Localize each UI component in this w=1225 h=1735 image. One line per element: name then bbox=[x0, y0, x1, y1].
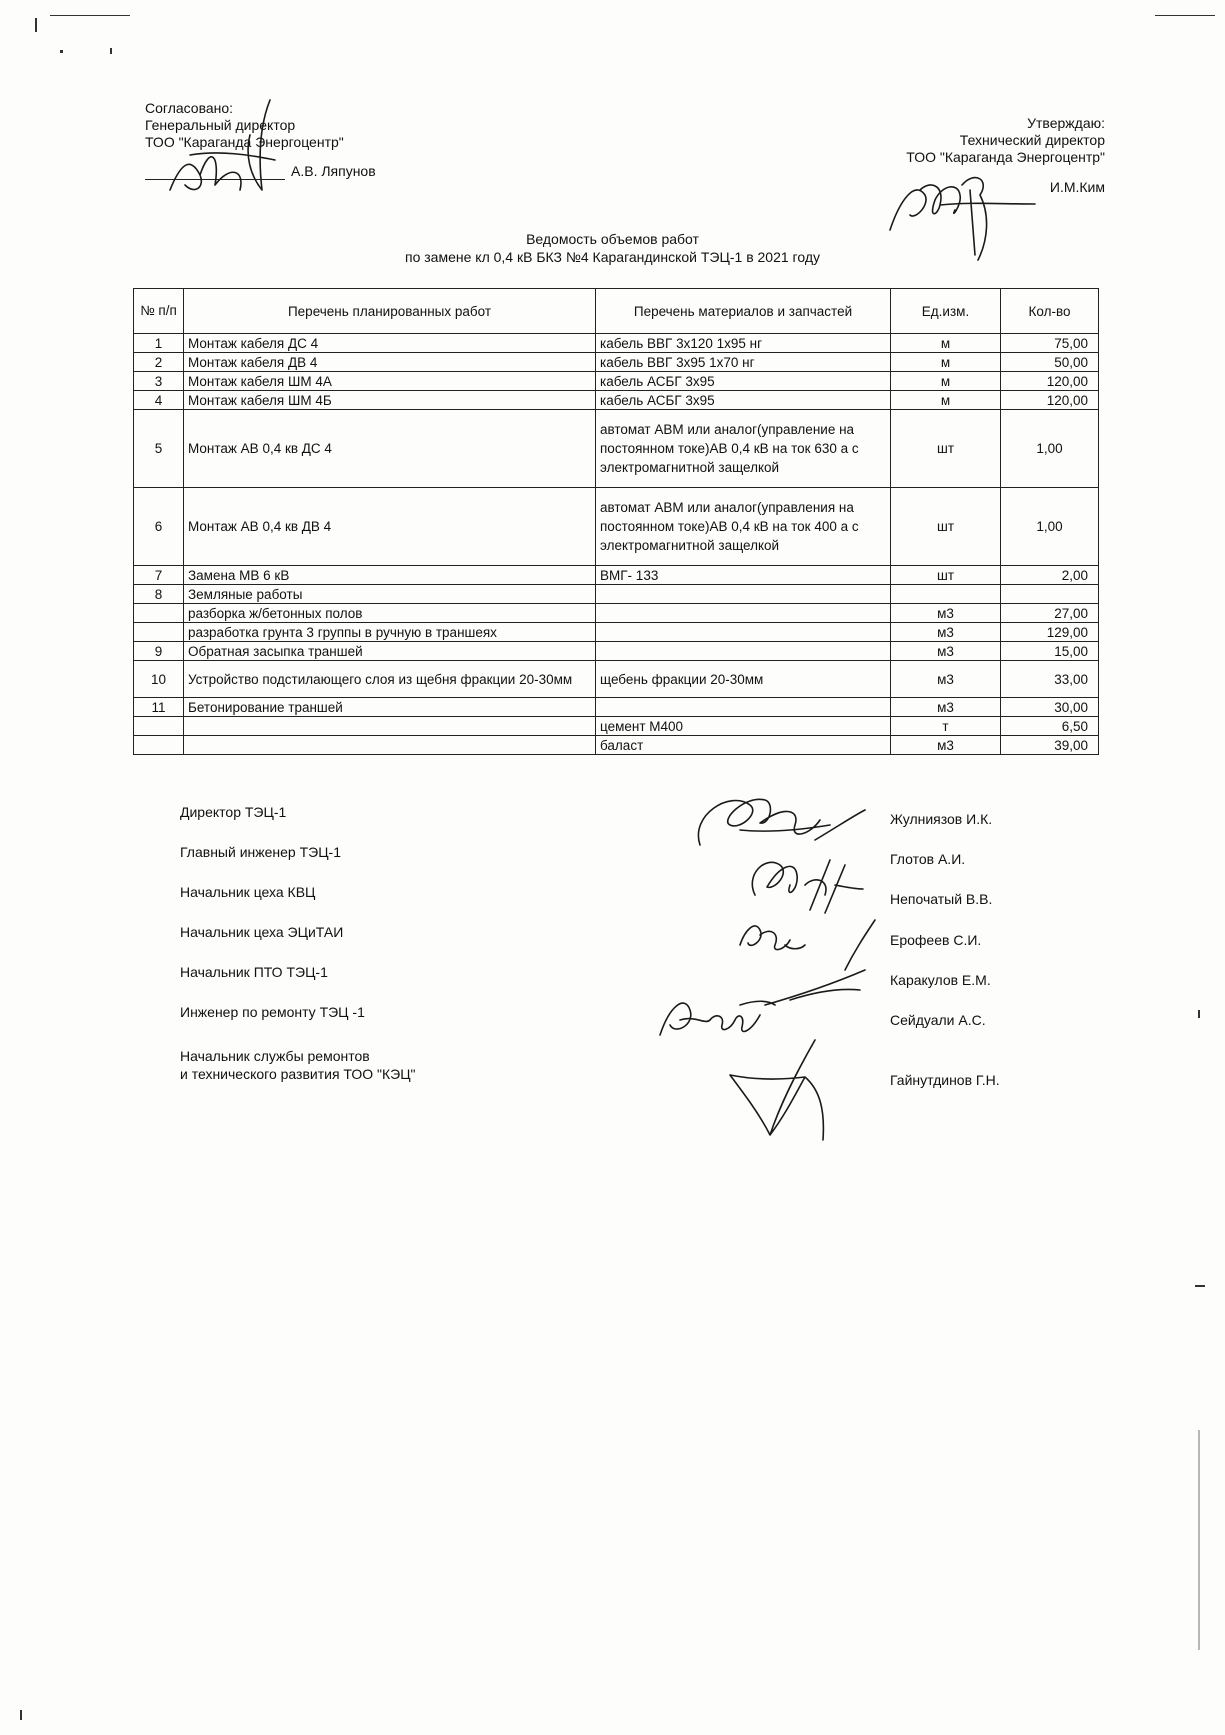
cell-num bbox=[134, 736, 184, 755]
table-row bbox=[134, 391, 1099, 410]
table-row bbox=[134, 698, 1099, 717]
cell-material: кабель АСБГ 3х95 bbox=[596, 391, 891, 410]
cell-num: 10 bbox=[134, 661, 184, 698]
signatory-title: Инженер по ремонту ТЭЦ -1 bbox=[180, 1004, 365, 1020]
table-row bbox=[134, 736, 1099, 755]
title-line-2: по замене кл 0,4 кВ БКЗ №4 Карагандинской ТЭЦ-1 в 2021 году bbox=[405, 249, 820, 265]
scan-speck bbox=[1198, 1430, 1200, 1650]
cell-num bbox=[134, 623, 184, 642]
cell-unit: шт bbox=[891, 566, 1001, 585]
cell-work: разборка ж/бетонных полов bbox=[184, 604, 596, 623]
signatory-name: Глотов А.И. bbox=[890, 851, 966, 867]
signatory-name: Непочатый В.В. bbox=[890, 891, 993, 907]
scan-speck bbox=[35, 18, 37, 32]
cell-qty: 120,00 bbox=[1001, 391, 1099, 410]
cell-unit: шт bbox=[891, 410, 1001, 488]
table-header-row bbox=[134, 289, 1099, 334]
cell-qty: 27,00 bbox=[1001, 604, 1099, 623]
cell-material bbox=[596, 585, 891, 604]
scan-speck bbox=[20, 1710, 22, 1720]
agreement-company: ТОО "Караганда Энергоцентр" bbox=[145, 134, 344, 150]
cell-work: разработка грунта 3 группы в ручную в траншеях bbox=[184, 623, 596, 642]
table-row bbox=[134, 604, 1099, 623]
table-row bbox=[134, 488, 1099, 566]
cell-work bbox=[184, 717, 596, 736]
cell-material bbox=[596, 642, 891, 661]
cell-unit: м3 bbox=[891, 661, 1001, 698]
cell-qty: 2,00 bbox=[1001, 566, 1099, 585]
cell-unit: м bbox=[891, 353, 1001, 372]
cell-num bbox=[134, 717, 184, 736]
document-title bbox=[0, 230, 1225, 266]
title-line-1: Ведомость объемов работ bbox=[526, 231, 699, 247]
cell-work: Устройство подстилающего слоя из щебня фракции 20-30мм bbox=[184, 661, 596, 698]
scan-speck bbox=[60, 50, 63, 53]
cell-qty bbox=[1001, 585, 1099, 604]
cell-unit: м3 bbox=[891, 698, 1001, 717]
table-row bbox=[134, 566, 1099, 585]
cell-unit bbox=[891, 585, 1001, 604]
table-row bbox=[134, 623, 1099, 642]
cell-unit: м bbox=[891, 334, 1001, 353]
signature-general-director bbox=[150, 95, 290, 205]
cell-work: Монтаж АВ 0,4 кв ДВ 4 bbox=[184, 488, 596, 566]
signatory-name: Гайнутдинов Г.Н. bbox=[890, 1072, 1000, 1088]
signature-kvc-head bbox=[730, 905, 810, 960]
cell-num: 4 bbox=[134, 391, 184, 410]
cell-qty: 30,00 bbox=[1001, 698, 1099, 717]
cell-material: баласт bbox=[596, 736, 891, 755]
cell-num: 7 bbox=[134, 566, 184, 585]
signatory-title: Директор ТЭЦ-1 bbox=[180, 804, 287, 820]
cell-qty: 1,00 bbox=[1001, 488, 1099, 566]
cell-qty: 33,00 bbox=[1001, 661, 1099, 698]
table-row bbox=[134, 372, 1099, 391]
signatory-title: Начальник ПТО ТЭЦ-1 bbox=[180, 964, 328, 980]
signatory-title: Начальник цеха ЭЦиТАИ bbox=[180, 924, 344, 940]
col-header-num: № п/п bbox=[134, 289, 184, 334]
scan-speck bbox=[110, 48, 112, 54]
cell-material: кабель ВВГ 3х95 1х70 нг bbox=[596, 353, 891, 372]
cell-work: Бетонирование траншей bbox=[184, 698, 596, 717]
table-row bbox=[134, 642, 1099, 661]
table-row bbox=[134, 717, 1099, 736]
cell-material bbox=[596, 604, 891, 623]
cell-unit: т bbox=[891, 717, 1001, 736]
table-row bbox=[134, 353, 1099, 372]
cell-unit: м3 bbox=[891, 623, 1001, 642]
col-header-qty: Кол-во bbox=[1001, 289, 1099, 334]
signatory-title: Главный инженер ТЭЦ-1 bbox=[180, 844, 342, 860]
cell-num: 9 bbox=[134, 642, 184, 661]
signature-repair-service-head bbox=[725, 1035, 845, 1145]
cell-unit: м bbox=[891, 372, 1001, 391]
cell-unit: шт bbox=[891, 488, 1001, 566]
cell-num: 11 bbox=[134, 698, 184, 717]
agreement-position: Генеральный директор bbox=[145, 117, 296, 133]
cell-work: Монтаж кабеля ШМ 4А bbox=[184, 372, 596, 391]
approval-position: Технический директор bbox=[959, 132, 1105, 148]
cell-work: Замена МВ 6 кВ bbox=[184, 566, 596, 585]
cell-unit: м bbox=[891, 391, 1001, 410]
col-header-materials: Перечень материалов и запчастей bbox=[596, 289, 891, 334]
cell-qty: 129,00 bbox=[1001, 623, 1099, 642]
cell-num: 3 bbox=[134, 372, 184, 391]
table-row bbox=[134, 410, 1099, 488]
cell-qty: 75,00 bbox=[1001, 334, 1099, 353]
signatory-title-line-2: и технического развития ТОО "КЭЦ" bbox=[180, 1066, 416, 1082]
cell-num bbox=[134, 604, 184, 623]
cell-qty: 39,00 bbox=[1001, 736, 1099, 755]
table-row bbox=[134, 661, 1099, 698]
cell-work: Земляные работы bbox=[184, 585, 596, 604]
signatory-title: Начальник цеха КВЦ bbox=[180, 884, 316, 900]
cell-qty: 6,50 bbox=[1001, 717, 1099, 736]
table-row bbox=[134, 585, 1099, 604]
signatory-name: Ерофеев С.И. bbox=[890, 932, 982, 948]
cell-work bbox=[184, 736, 596, 755]
col-header-unit: Ед.изм. bbox=[891, 289, 1001, 334]
agreement-label: Согласовано: bbox=[145, 100, 234, 116]
scan-speck bbox=[1198, 1010, 1200, 1018]
col-header-work: Перечень планированных работ bbox=[184, 289, 596, 334]
agreement-signatory-name: А.В. Ляпунов bbox=[291, 163, 376, 179]
scan-speck bbox=[50, 15, 130, 16]
cell-material: ВМГ- 133 bbox=[596, 566, 891, 585]
approval-company: ТОО "Караганда Энергоцентр" bbox=[906, 149, 1105, 165]
signatory-title: Начальник службы ремонтов bbox=[180, 1048, 370, 1064]
cell-unit: м3 bbox=[891, 604, 1001, 623]
cell-qty: 15,00 bbox=[1001, 642, 1099, 661]
cell-material: автомат АВМ или аналог(управление на постоянном токе)АВ 0,4 кВ на ток 630 а с электромагнитной защелкой bbox=[596, 410, 891, 488]
cell-material bbox=[596, 623, 891, 642]
signatory-name: Жулниязов И.К. bbox=[890, 811, 993, 827]
approval-label: Утверждаю: bbox=[1027, 115, 1105, 131]
cell-material bbox=[596, 698, 891, 717]
scan-speck bbox=[1195, 1285, 1205, 1287]
cell-num: 8 bbox=[134, 585, 184, 604]
table-row bbox=[134, 334, 1099, 353]
cell-work: Монтаж кабеля ШМ 4Б bbox=[184, 391, 596, 410]
cell-num: 2 bbox=[134, 353, 184, 372]
scan-speck bbox=[1155, 15, 1215, 16]
cell-work: Обратная засыпка траншей bbox=[184, 642, 596, 661]
cell-material: кабель ВВГ 3х120 1х95 нг bbox=[596, 334, 891, 353]
cell-work: Монтаж кабеля ДВ 4 bbox=[184, 353, 596, 372]
cell-material: кабель АСБГ 3х95 bbox=[596, 372, 891, 391]
cell-work: Монтаж АВ 0,4 кв ДС 4 bbox=[184, 410, 596, 488]
cell-num: 6 bbox=[134, 488, 184, 566]
cell-num: 1 bbox=[134, 334, 184, 353]
cell-material: автомат АВМ или аналог(управления на постоянном токе)АВ 0,4 кВ на ток 400 а с электромагнитной защелкой bbox=[596, 488, 891, 566]
cell-qty: 1,00 bbox=[1001, 410, 1099, 488]
cell-material: цемент М400 bbox=[596, 717, 891, 736]
cell-work: Монтаж кабеля ДС 4 bbox=[184, 334, 596, 353]
work-volume-table bbox=[133, 288, 1099, 755]
cell-unit: м3 bbox=[891, 736, 1001, 755]
cell-unit: м3 bbox=[891, 642, 1001, 661]
signatory-name: Каракулов Е.М. bbox=[890, 972, 991, 988]
cell-material: щебень фракции 20-30мм bbox=[596, 661, 891, 698]
cell-qty: 120,00 bbox=[1001, 372, 1099, 391]
cell-num: 5 bbox=[134, 410, 184, 488]
cell-qty: 50,00 bbox=[1001, 353, 1099, 372]
signatory-name: Сейдуали А.С. bbox=[890, 1012, 986, 1028]
approval-signatory-name: И.М.Ким bbox=[1049, 179, 1105, 195]
